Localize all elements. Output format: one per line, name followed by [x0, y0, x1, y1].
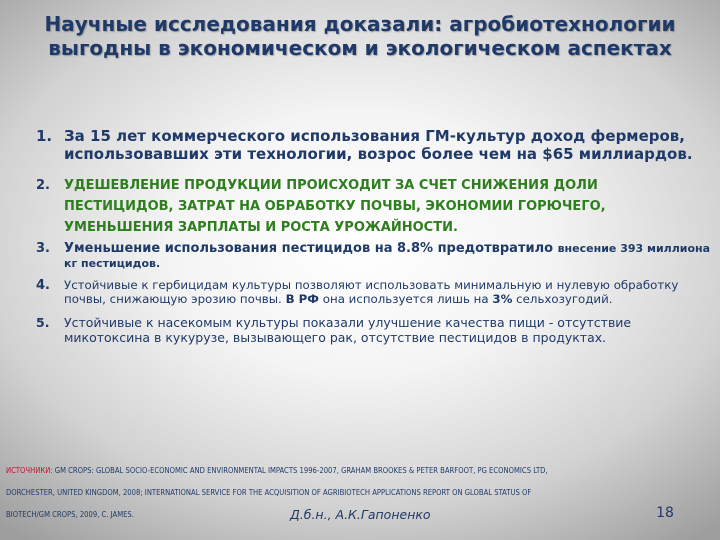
item-text: она используется лишь на: [322, 291, 489, 306]
list-item: [36, 279, 712, 306]
item-number: 5.: [36, 315, 50, 330]
list-item: [36, 315, 704, 345]
sources-line: DORCHESTER, UNITED KINGDOM, 2008; INTERNATIONAL SERVICE FOR THE ACQUISITION OF AGRIBIOTECH APPLICATIONS REPORT ON GLOBAL STATUS OF: [6, 488, 532, 497]
sources-label: ИСТОЧНИКИ:: [6, 466, 53, 475]
item-text: За 15 лет коммерческого использования ГМ-культур доход фермеров, использовавших эти технологии, возрос более чем на $65 миллиардов.: [64, 127, 693, 163]
slide-title: Научные исследования доказали: агробиотехнологии выгодны в экономическом и экологическом аспектах: [44, 12, 676, 60]
item-text: Устойчивые к насекомым культуры показали улучшение качества пищи - отсутствие микотоксина в кукурузе, вызывающего рак, отсутствие пестицидов в продуктах.: [64, 315, 632, 345]
author-credit: Д.б.н., А.К.Гапоненко: [290, 507, 431, 522]
item-number: 1.: [36, 127, 53, 145]
item-text: Устойчивые к гербицидам культуры позволяют использовать минимальную и нулевую обработку почвы, снижающую эрозию почвы.: [64, 278, 679, 306]
sources-line: [6, 460, 720, 482]
item-number: 4.: [36, 278, 50, 293]
item-text-emphasis: В РФ: [285, 291, 320, 306]
page-number: 18: [656, 505, 674, 521]
item-text-small: внесение 393 миллиона кг пестицидов.: [64, 242, 711, 270]
item-text-emphasis: 3%: [492, 291, 513, 306]
list-item: [36, 242, 712, 271]
item-number: 3.: [36, 241, 50, 256]
item-number: 2.: [36, 178, 50, 193]
item-text: Уменьшение использования пестицидов на 8.8% предотвратило: [64, 241, 554, 256]
list-item: [36, 128, 704, 163]
item-text: сельхозугодий.: [516, 291, 613, 306]
findings-list: [36, 128, 712, 345]
item-text: УДЕШЕВЛЕНИЕ ПРОДУКЦИИ ПРОИСХОДИТ ЗА СЧЕТ СНИЖЕНИЯ ДОЛИ ПЕСТИЦИДОВ, ЗАТРАТ НА ОБРАБОТКУ ПОЧВЫ, ЭКОНОМИИ ГОРЮЧЕГО, УМЕНЬШЕНИЯ ЗАРПЛАТЫ И РОСТА УРОЖАЙНОСТИ.: [64, 178, 606, 235]
sources-text: GM CROPS: GLOBAL SOCIO-ECONOMIC AND ENVIRONMENTAL IMPACTS 1996-2007, GRAHAM BROOKES & PETER BARFOOT, PG ECONOMICS LTD,: [54, 466, 548, 475]
sources-line: BIOTECH/GM CROPS, 2009, C. JAMES.: [6, 510, 134, 519]
list-item: [36, 175, 704, 238]
